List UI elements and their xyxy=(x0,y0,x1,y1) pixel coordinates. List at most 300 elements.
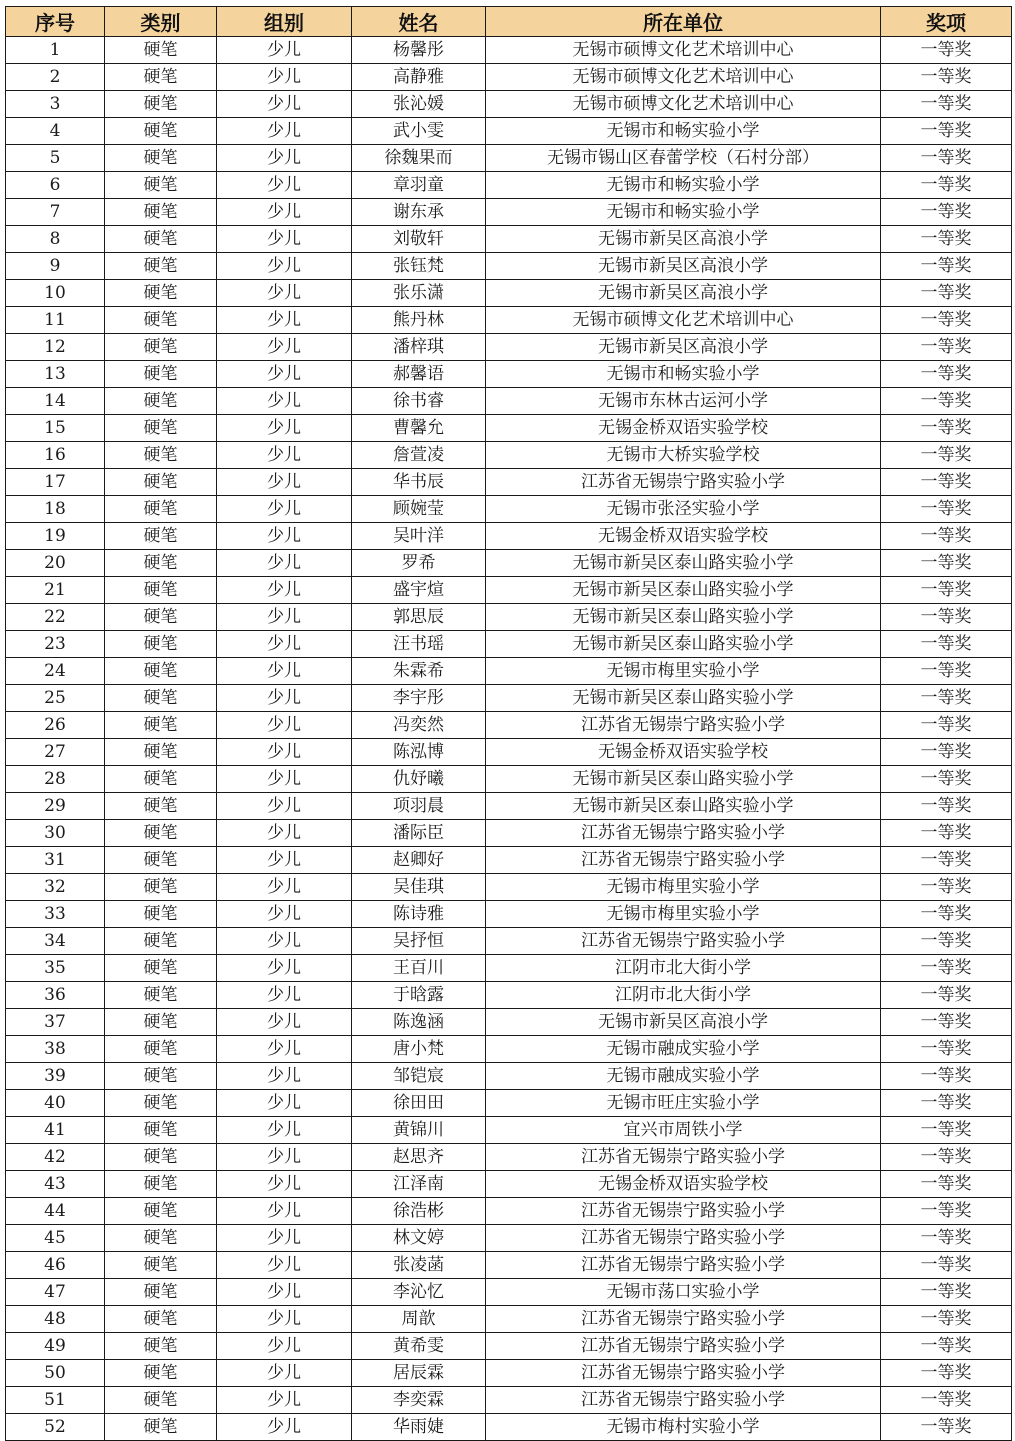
cell-name: 周歆 xyxy=(352,1306,486,1333)
cell-name: 郭思辰 xyxy=(352,604,486,631)
table-row xyxy=(6,415,1012,442)
cell-award: 一等奖 xyxy=(881,226,1012,253)
cell-award: 一等奖 xyxy=(881,712,1012,739)
cell-serial-number: 11 xyxy=(6,307,105,334)
cell-category: 硬笔 xyxy=(105,1225,217,1252)
cell-category: 硬笔 xyxy=(105,226,217,253)
cell-name: 李沁忆 xyxy=(352,1279,486,1306)
table-row xyxy=(6,604,1012,631)
table-row xyxy=(6,982,1012,1009)
cell-serial-number: 46 xyxy=(6,1252,105,1279)
table-row xyxy=(6,658,1012,685)
cell-organization: 无锡金桥双语实验学校 xyxy=(486,523,881,550)
table-body xyxy=(6,37,1012,1441)
cell-name: 张乐潇 xyxy=(352,280,486,307)
cell-organization: 无锡市硕博文化艺术培训中心 xyxy=(486,307,881,334)
cell-group: 少儿 xyxy=(217,523,352,550)
cell-serial-number: 34 xyxy=(6,928,105,955)
cell-serial-number: 16 xyxy=(6,442,105,469)
cell-serial-number: 32 xyxy=(6,874,105,901)
cell-group: 少儿 xyxy=(217,658,352,685)
header-row xyxy=(6,7,1012,37)
table-row xyxy=(6,334,1012,361)
cell-serial-number: 37 xyxy=(6,1009,105,1036)
cell-group: 少儿 xyxy=(217,280,352,307)
cell-category: 硬笔 xyxy=(105,1387,217,1414)
cell-award: 一等奖 xyxy=(881,1144,1012,1171)
cell-group: 少儿 xyxy=(217,820,352,847)
cell-name: 黄希雯 xyxy=(352,1333,486,1360)
cell-award: 一等奖 xyxy=(881,64,1012,91)
cell-name: 高静雅 xyxy=(352,64,486,91)
cell-award: 一等奖 xyxy=(881,415,1012,442)
cell-organization: 无锡市新吴区高浪小学 xyxy=(486,280,881,307)
table-row xyxy=(6,1090,1012,1117)
cell-organization: 无锡市大桥实验学校 xyxy=(486,442,881,469)
cell-group: 少儿 xyxy=(217,1036,352,1063)
table-row xyxy=(6,1036,1012,1063)
cell-category: 硬笔 xyxy=(105,1063,217,1090)
cell-group: 少儿 xyxy=(217,1198,352,1225)
cell-award: 一等奖 xyxy=(881,1171,1012,1198)
table-row xyxy=(6,1171,1012,1198)
cell-award: 一等奖 xyxy=(881,1414,1012,1441)
cell-name: 徐魏果而 xyxy=(352,145,486,172)
cell-category: 硬笔 xyxy=(105,1198,217,1225)
table-row xyxy=(6,388,1012,415)
table-row xyxy=(6,523,1012,550)
cell-award: 一等奖 xyxy=(881,334,1012,361)
cell-serial-number: 23 xyxy=(6,631,105,658)
cell-award: 一等奖 xyxy=(881,1306,1012,1333)
cell-category: 硬笔 xyxy=(105,928,217,955)
cell-group: 少儿 xyxy=(217,604,352,631)
table-row xyxy=(6,847,1012,874)
cell-name: 项羽晨 xyxy=(352,793,486,820)
table-row xyxy=(6,1279,1012,1306)
cell-name: 潘际臣 xyxy=(352,820,486,847)
cell-group: 少儿 xyxy=(217,901,352,928)
cell-group: 少儿 xyxy=(217,307,352,334)
cell-category: 硬笔 xyxy=(105,874,217,901)
cell-category: 硬笔 xyxy=(105,388,217,415)
cell-organization: 无锡市新吴区泰山路实验小学 xyxy=(486,793,881,820)
cell-category: 硬笔 xyxy=(105,1117,217,1144)
cell-organization: 无锡市荡口实验小学 xyxy=(486,1279,881,1306)
header-group: 组别 xyxy=(217,7,352,37)
cell-name: 杨馨彤 xyxy=(352,37,486,64)
table-row xyxy=(6,739,1012,766)
cell-serial-number: 14 xyxy=(6,388,105,415)
cell-group: 少儿 xyxy=(217,199,352,226)
cell-organization: 无锡金桥双语实验学校 xyxy=(486,415,881,442)
cell-organization: 江苏省无锡崇宁路实验小学 xyxy=(486,469,881,496)
table-header xyxy=(6,7,1012,37)
cell-group: 少儿 xyxy=(217,712,352,739)
cell-serial-number: 13 xyxy=(6,361,105,388)
cell-name: 仇妤曦 xyxy=(352,766,486,793)
cell-award: 一等奖 xyxy=(881,1198,1012,1225)
table-row xyxy=(6,1360,1012,1387)
table-row xyxy=(6,1252,1012,1279)
cell-category: 硬笔 xyxy=(105,1090,217,1117)
cell-category: 硬笔 xyxy=(105,1252,217,1279)
cell-serial-number: 43 xyxy=(6,1171,105,1198)
table-row xyxy=(6,172,1012,199)
cell-serial-number: 10 xyxy=(6,280,105,307)
cell-serial-number: 4 xyxy=(6,118,105,145)
cell-organization: 无锡市张泾实验小学 xyxy=(486,496,881,523)
table-row xyxy=(6,820,1012,847)
cell-organization: 无锡市新吴区泰山路实验小学 xyxy=(486,631,881,658)
cell-award: 一等奖 xyxy=(881,685,1012,712)
cell-award: 一等奖 xyxy=(881,172,1012,199)
table-row xyxy=(6,1198,1012,1225)
cell-organization: 无锡市硕博文化艺术培训中心 xyxy=(486,64,881,91)
cell-award: 一等奖 xyxy=(881,1063,1012,1090)
cell-serial-number: 48 xyxy=(6,1306,105,1333)
cell-name: 顾婉莹 xyxy=(352,496,486,523)
cell-award: 一等奖 xyxy=(881,604,1012,631)
cell-serial-number: 41 xyxy=(6,1117,105,1144)
cell-organization: 无锡市硕博文化艺术培训中心 xyxy=(486,91,881,118)
table-row xyxy=(6,442,1012,469)
cell-award: 一等奖 xyxy=(881,739,1012,766)
cell-serial-number: 17 xyxy=(6,469,105,496)
cell-organization: 无锡市新吴区泰山路实验小学 xyxy=(486,766,881,793)
cell-category: 硬笔 xyxy=(105,307,217,334)
cell-name: 郝馨语 xyxy=(352,361,486,388)
cell-name: 居辰霖 xyxy=(352,1360,486,1387)
cell-category: 硬笔 xyxy=(105,91,217,118)
cell-award: 一等奖 xyxy=(881,1387,1012,1414)
cell-category: 硬笔 xyxy=(105,1171,217,1198)
cell-group: 少儿 xyxy=(217,1414,352,1441)
cell-organization: 江苏省无锡崇宁路实验小学 xyxy=(486,712,881,739)
cell-category: 硬笔 xyxy=(105,901,217,928)
cell-serial-number: 9 xyxy=(6,253,105,280)
cell-serial-number: 8 xyxy=(6,226,105,253)
cell-organization: 无锡市锡山区春蕾学校（石村分部） xyxy=(486,145,881,172)
cell-category: 硬笔 xyxy=(105,766,217,793)
cell-name: 徐书睿 xyxy=(352,388,486,415)
cell-serial-number: 33 xyxy=(6,901,105,928)
cell-serial-number: 6 xyxy=(6,172,105,199)
cell-name: 王百川 xyxy=(352,955,486,982)
cell-award: 一等奖 xyxy=(881,253,1012,280)
cell-organization: 无锡金桥双语实验学校 xyxy=(486,739,881,766)
cell-award: 一等奖 xyxy=(881,550,1012,577)
cell-group: 少儿 xyxy=(217,496,352,523)
cell-group: 少儿 xyxy=(217,955,352,982)
cell-category: 硬笔 xyxy=(105,1333,217,1360)
cell-name: 张沁媛 xyxy=(352,91,486,118)
cell-serial-number: 18 xyxy=(6,496,105,523)
cell-organization: 无锡市新吴区高浪小学 xyxy=(486,253,881,280)
cell-group: 少儿 xyxy=(217,1063,352,1090)
table-row xyxy=(6,496,1012,523)
cell-name: 武小雯 xyxy=(352,118,486,145)
cell-award: 一等奖 xyxy=(881,1090,1012,1117)
cell-group: 少儿 xyxy=(217,1306,352,1333)
cell-group: 少儿 xyxy=(217,118,352,145)
cell-organization: 江苏省无锡崇宁路实验小学 xyxy=(486,1333,881,1360)
cell-serial-number: 35 xyxy=(6,955,105,982)
cell-award: 一等奖 xyxy=(881,1333,1012,1360)
cell-category: 硬笔 xyxy=(105,523,217,550)
cell-organization: 无锡市融成实验小学 xyxy=(486,1036,881,1063)
cell-group: 少儿 xyxy=(217,739,352,766)
cell-name: 吴佳琪 xyxy=(352,874,486,901)
cell-award: 一等奖 xyxy=(881,793,1012,820)
cell-name: 罗希 xyxy=(352,550,486,577)
cell-name: 曹馨允 xyxy=(352,415,486,442)
header-name: 姓名 xyxy=(352,7,486,37)
cell-organization: 无锡金桥双语实验学校 xyxy=(486,1171,881,1198)
cell-award: 一等奖 xyxy=(881,1360,1012,1387)
cell-name: 詹萱凌 xyxy=(352,442,486,469)
cell-category: 硬笔 xyxy=(105,982,217,1009)
cell-organization: 无锡市梅里实验小学 xyxy=(486,658,881,685)
cell-organization: 江苏省无锡崇宁路实验小学 xyxy=(486,1198,881,1225)
cell-name: 吴抒恒 xyxy=(352,928,486,955)
cell-group: 少儿 xyxy=(217,415,352,442)
table-row xyxy=(6,307,1012,334)
cell-organization: 江苏省无锡崇宁路实验小学 xyxy=(486,1144,881,1171)
cell-group: 少儿 xyxy=(217,1333,352,1360)
cell-award: 一等奖 xyxy=(881,631,1012,658)
cell-name: 吴叶洋 xyxy=(352,523,486,550)
cell-category: 硬笔 xyxy=(105,118,217,145)
cell-award: 一等奖 xyxy=(881,145,1012,172)
cell-name: 冯奕然 xyxy=(352,712,486,739)
cell-group: 少儿 xyxy=(217,1252,352,1279)
cell-award: 一等奖 xyxy=(881,820,1012,847)
cell-category: 硬笔 xyxy=(105,1144,217,1171)
cell-serial-number: 1 xyxy=(6,37,105,64)
cell-serial-number: 5 xyxy=(6,145,105,172)
table-row xyxy=(6,145,1012,172)
cell-name: 刘敬轩 xyxy=(352,226,486,253)
cell-group: 少儿 xyxy=(217,37,352,64)
cell-serial-number: 7 xyxy=(6,199,105,226)
cell-group: 少儿 xyxy=(217,1009,352,1036)
table-row xyxy=(6,226,1012,253)
cell-name: 唐小梵 xyxy=(352,1036,486,1063)
cell-award: 一等奖 xyxy=(881,388,1012,415)
table-row xyxy=(6,1063,1012,1090)
cell-serial-number: 24 xyxy=(6,658,105,685)
cell-category: 硬笔 xyxy=(105,577,217,604)
cell-name: 陈诗雅 xyxy=(352,901,486,928)
header-organization: 所在单位 xyxy=(486,7,881,37)
header-category: 类别 xyxy=(105,7,217,37)
table-row xyxy=(6,631,1012,658)
cell-group: 少儿 xyxy=(217,91,352,118)
table-row xyxy=(6,685,1012,712)
cell-category: 硬笔 xyxy=(105,955,217,982)
cell-name: 黄锦川 xyxy=(352,1117,486,1144)
cell-serial-number: 38 xyxy=(6,1036,105,1063)
table-row xyxy=(6,1306,1012,1333)
cell-organization: 江苏省无锡崇宁路实验小学 xyxy=(486,847,881,874)
table-row xyxy=(6,1009,1012,1036)
cell-group: 少儿 xyxy=(217,1387,352,1414)
cell-name: 李奕霖 xyxy=(352,1387,486,1414)
cell-name: 华雨婕 xyxy=(352,1414,486,1441)
cell-organization: 江苏省无锡崇宁路实验小学 xyxy=(486,928,881,955)
table-row xyxy=(6,253,1012,280)
cell-award: 一等奖 xyxy=(881,1009,1012,1036)
cell-organization: 江苏省无锡崇宁路实验小学 xyxy=(486,820,881,847)
cell-serial-number: 40 xyxy=(6,1090,105,1117)
cell-serial-number: 15 xyxy=(6,415,105,442)
cell-group: 少儿 xyxy=(217,388,352,415)
cell-award: 一等奖 xyxy=(881,874,1012,901)
cell-name: 李宇彤 xyxy=(352,685,486,712)
table-row xyxy=(6,91,1012,118)
cell-award: 一等奖 xyxy=(881,442,1012,469)
cell-group: 少儿 xyxy=(217,1360,352,1387)
table-row xyxy=(6,37,1012,64)
cell-organization: 江苏省无锡崇宁路实验小学 xyxy=(486,1225,881,1252)
cell-name: 华书辰 xyxy=(352,469,486,496)
cell-category: 硬笔 xyxy=(105,415,217,442)
table-row xyxy=(6,1117,1012,1144)
cell-category: 硬笔 xyxy=(105,604,217,631)
cell-category: 硬笔 xyxy=(105,334,217,361)
cell-name: 盛宇煊 xyxy=(352,577,486,604)
cell-organization: 江阴市北大街小学 xyxy=(486,982,881,1009)
cell-category: 硬笔 xyxy=(105,1306,217,1333)
cell-serial-number: 29 xyxy=(6,793,105,820)
cell-name: 潘梓琪 xyxy=(352,334,486,361)
table-row xyxy=(6,793,1012,820)
cell-name: 汪书瑶 xyxy=(352,631,486,658)
cell-serial-number: 51 xyxy=(6,1387,105,1414)
cell-serial-number: 19 xyxy=(6,523,105,550)
cell-category: 硬笔 xyxy=(105,1414,217,1441)
cell-award: 一等奖 xyxy=(881,361,1012,388)
cell-name: 徐田田 xyxy=(352,1090,486,1117)
cell-category: 硬笔 xyxy=(105,685,217,712)
cell-organization: 宜兴市周铁小学 xyxy=(486,1117,881,1144)
cell-organization: 无锡市梅里实验小学 xyxy=(486,901,881,928)
table-row xyxy=(6,955,1012,982)
cell-category: 硬笔 xyxy=(105,361,217,388)
cell-award: 一等奖 xyxy=(881,37,1012,64)
cell-serial-number: 27 xyxy=(6,739,105,766)
cell-name: 陈泓博 xyxy=(352,739,486,766)
cell-group: 少儿 xyxy=(217,928,352,955)
table-row xyxy=(6,469,1012,496)
cell-award: 一等奖 xyxy=(881,1036,1012,1063)
cell-group: 少儿 xyxy=(217,1090,352,1117)
cell-award: 一等奖 xyxy=(881,982,1012,1009)
cell-category: 硬笔 xyxy=(105,820,217,847)
cell-category: 硬笔 xyxy=(105,847,217,874)
cell-category: 硬笔 xyxy=(105,1279,217,1306)
cell-category: 硬笔 xyxy=(105,172,217,199)
cell-organization: 无锡市和畅实验小学 xyxy=(486,361,881,388)
cell-name: 林文婷 xyxy=(352,1225,486,1252)
cell-group: 少儿 xyxy=(217,1225,352,1252)
cell-serial-number: 36 xyxy=(6,982,105,1009)
cell-group: 少儿 xyxy=(217,334,352,361)
cell-category: 硬笔 xyxy=(105,550,217,577)
cell-group: 少儿 xyxy=(217,793,352,820)
cell-group: 少儿 xyxy=(217,1144,352,1171)
cell-name: 章羽童 xyxy=(352,172,486,199)
cell-serial-number: 50 xyxy=(6,1360,105,1387)
cell-category: 硬笔 xyxy=(105,253,217,280)
cell-serial-number: 42 xyxy=(6,1144,105,1171)
cell-award: 一等奖 xyxy=(881,766,1012,793)
cell-award: 一等奖 xyxy=(881,118,1012,145)
cell-organization: 无锡市和畅实验小学 xyxy=(486,118,881,145)
table-row xyxy=(6,199,1012,226)
cell-award: 一等奖 xyxy=(881,199,1012,226)
cell-serial-number: 45 xyxy=(6,1225,105,1252)
cell-organization: 江苏省无锡崇宁路实验小学 xyxy=(486,1387,881,1414)
cell-group: 少儿 xyxy=(217,1279,352,1306)
cell-group: 少儿 xyxy=(217,253,352,280)
cell-name: 于晗露 xyxy=(352,982,486,1009)
cell-serial-number: 12 xyxy=(6,334,105,361)
cell-name: 邹铠宸 xyxy=(352,1063,486,1090)
cell-category: 硬笔 xyxy=(105,469,217,496)
cell-group: 少儿 xyxy=(217,577,352,604)
cell-award: 一等奖 xyxy=(881,1252,1012,1279)
cell-organization: 无锡市新吴区高浪小学 xyxy=(486,226,881,253)
cell-award: 一等奖 xyxy=(881,523,1012,550)
cell-category: 硬笔 xyxy=(105,442,217,469)
cell-award: 一等奖 xyxy=(881,955,1012,982)
cell-serial-number: 21 xyxy=(6,577,105,604)
cell-group: 少儿 xyxy=(217,1171,352,1198)
cell-group: 少儿 xyxy=(217,766,352,793)
cell-award: 一等奖 xyxy=(881,1117,1012,1144)
table-row xyxy=(6,928,1012,955)
cell-group: 少儿 xyxy=(217,1117,352,1144)
cell-name: 徐浩彬 xyxy=(352,1198,486,1225)
cell-award: 一等奖 xyxy=(881,496,1012,523)
cell-award: 一等奖 xyxy=(881,847,1012,874)
cell-award: 一等奖 xyxy=(881,658,1012,685)
cell-organization: 江苏省无锡崇宁路实验小学 xyxy=(486,1360,881,1387)
cell-serial-number: 47 xyxy=(6,1279,105,1306)
table-row xyxy=(6,1225,1012,1252)
cell-organization: 无锡市梅村实验小学 xyxy=(486,1414,881,1441)
table-row xyxy=(6,1414,1012,1441)
cell-organization: 无锡市新吴区泰山路实验小学 xyxy=(486,577,881,604)
cell-group: 少儿 xyxy=(217,226,352,253)
cell-name: 陈逸涵 xyxy=(352,1009,486,1036)
table-row xyxy=(6,874,1012,901)
cell-award: 一等奖 xyxy=(881,1225,1012,1252)
cell-category: 硬笔 xyxy=(105,793,217,820)
cell-award: 一等奖 xyxy=(881,469,1012,496)
cell-serial-number: 52 xyxy=(6,1414,105,1441)
table-row xyxy=(6,361,1012,388)
cell-group: 少儿 xyxy=(217,172,352,199)
cell-organization: 江苏省无锡崇宁路实验小学 xyxy=(486,1252,881,1279)
cell-award: 一等奖 xyxy=(881,928,1012,955)
cell-organization: 无锡市新吴区泰山路实验小学 xyxy=(486,685,881,712)
cell-organization: 无锡市和畅实验小学 xyxy=(486,199,881,226)
cell-group: 少儿 xyxy=(217,550,352,577)
table-row xyxy=(6,64,1012,91)
